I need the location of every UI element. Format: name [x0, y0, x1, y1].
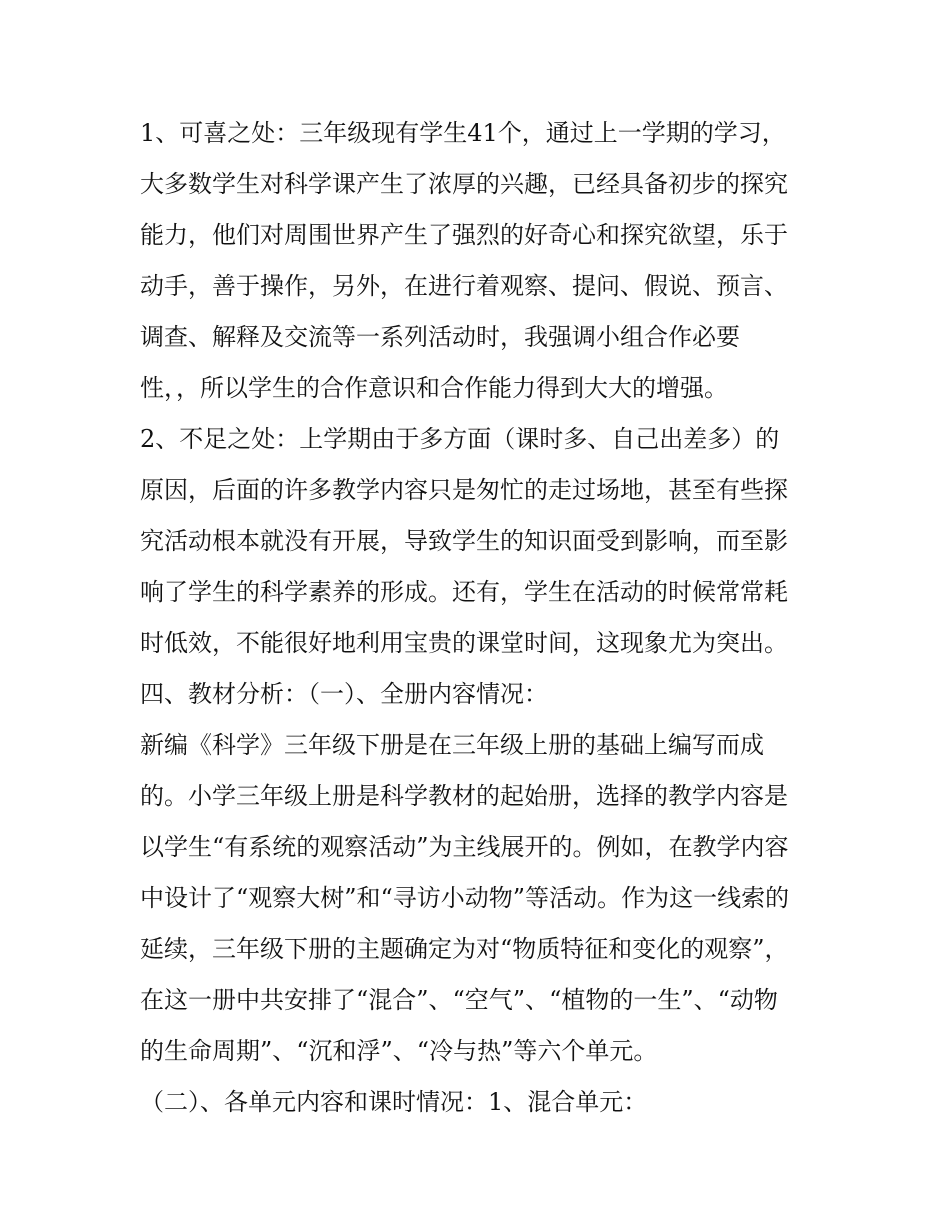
text-line: 以学生“有系统的观察活动”为主线展开的。例如，在教学内容: [140, 833, 789, 861]
text-line: 的。小学三年级上册是科学教材的起始册，选择的教学内容是: [140, 782, 788, 810]
text-line: 在这一册中共安排了“混合”、“空气”、“植物的一生”、“动物: [140, 986, 778, 1014]
text-line: 能力，他们对周围世界产生了强烈的好奇心和探究欲望，乐于: [140, 221, 788, 249]
text-line: 1、可喜之处：三年级现有学生41个，通过上一学期的学习，: [140, 119, 786, 147]
text-line: 究活动根本就没有开展，导致学生的知识面受到影响，而至影: [140, 527, 788, 555]
document-body: [140, 108, 830, 1128]
text-line: 的生命周期”、“沉和浮”、“冷与热”等六个单元。: [140, 1037, 658, 1065]
section-heading: 四、教材分析：（一）、全册内容情况：: [140, 680, 548, 708]
text-line: 大多数学生对科学课产生了浓厚的兴趣，已经具备初步的探究: [140, 170, 788, 198]
text-line: 新编《科学》三年级下册是在三年级上册的基础上编写而成: [140, 731, 764, 759]
text-line: 时低效，不能很好地利用宝贵的课堂时间，这现象尤为突出。: [140, 629, 788, 657]
text-line: 延续，三年级下册的主题确定为对“物质特征和变化的观察”，: [140, 935, 789, 963]
text-line: 中设计了“观察大树”和“寻访小动物”等活动。作为这一线索的: [140, 884, 790, 912]
text-line: 响了学生的科学素养的形成。还有，学生在活动的时候常常耗: [140, 578, 788, 606]
text-line: 动手，善于操作，另外，在进行着观察、提问、假说、预言、: [140, 272, 788, 300]
section-heading: （二）、各单元内容和课时情况：1、混合单元：: [140, 1088, 648, 1116]
text-line: 性，，所以学生的合作意识和合作能力得到大大的增强。: [140, 374, 728, 402]
text-line: 原因，后面的许多教学内容只是匆忙的走过场地，甚至有些探: [140, 476, 788, 504]
text-line: 2、不足之处：上学期由于多方面（课时多、自己出差多）的: [140, 425, 780, 453]
text-line: 调查、解释及交流等一系列活动时，我强调小组合作必要: [140, 323, 740, 351]
